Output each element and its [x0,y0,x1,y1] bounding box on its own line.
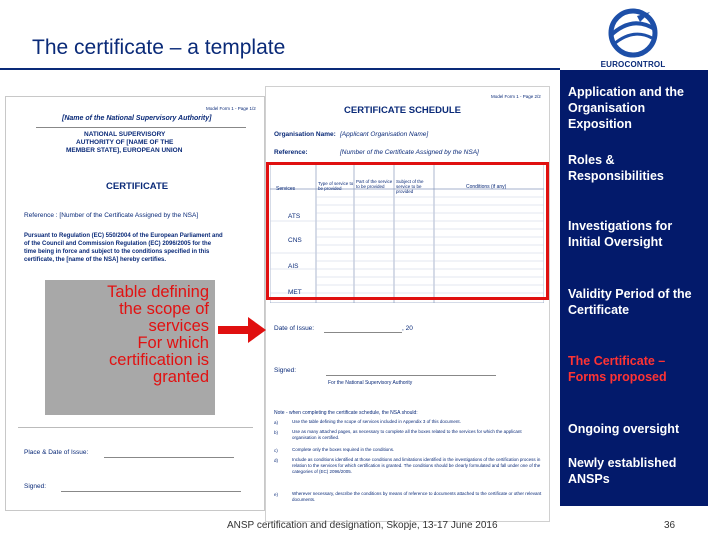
divider [36,127,246,128]
sidebar-item-new-ansps: Newly established ANSPs [568,456,677,486]
column-header: Conditions (if any) [466,184,507,190]
pursuant-text: of the Council and Commission Regulation (EC) 2096/2005 for the [24,241,212,247]
reference-value: [Number of the Certificate Assigned by the NSA] [340,149,479,156]
note-item-text: Complete only the boxes required in the conditions. [292,447,395,452]
service-row-label: CNS [288,237,302,244]
note-item-letter: e) [274,492,279,497]
scope-callout [45,280,215,415]
place-date-line [104,457,234,458]
callout-line: For which [137,334,209,352]
certificate-reference: Reference : [Number of the Certificate Assigned by the NSA] [24,212,199,219]
sidebar-item-ongoing-oversight: Ongoing oversight [568,422,680,436]
pursuant-text: time being in force and subject to the conditions specified in this [24,249,210,255]
topics-sidebar [560,70,708,506]
column-header: Part of the service to be provided [356,179,393,189]
schedule-signed-label: Signed: [274,367,297,374]
certificate-nsa-name: [Name of the National Supervisory Authority] [62,115,212,122]
schedule-heading: CERTIFICATE SCHEDULE [344,105,461,116]
note-item-text: Wherever necessary, describe the conditions by means of reference to documents attached to the certificate or other relevant documents. [292,491,542,502]
callout-line: services [148,317,209,335]
service-row-label: AIS [288,263,299,270]
callout-line: the scope of [119,300,209,318]
note-item-letter: b) [274,430,279,435]
column-header: Services [276,186,296,192]
column-header: Subject of the service to be provided [396,179,424,194]
signature-line [61,491,241,492]
sidebar-item-investigations: Investigations for Initial Oversight [568,219,673,249]
certificate-schedule [265,86,550,522]
authority-line: NATIONAL SUPERVISORY [84,131,166,138]
date-of-issue-label: Date of Issue: [274,325,315,332]
org-name-label: Organisation Name: [274,131,336,138]
schedule-page-ref: Model Form 1 - Page 2/2 [491,94,541,99]
service-row-label: MET [288,289,302,296]
arrow-icon [218,315,268,345]
signed-label: Signed: [24,483,47,490]
schedule-note: Note - when completing the certificate schedule, the NSA should: [274,410,418,416]
note-item-letter: c) [274,448,278,453]
org-name-value: [Applicant Organisation Name] [340,131,429,138]
certificate-heading: CERTIFICATE [106,181,169,192]
sidebar-item-roles: Roles & Responsibilities [568,153,664,183]
table-highlight-box [266,162,549,300]
reference-label: Reference: [274,149,308,156]
note-item-letter: a) [274,420,279,425]
sidebar-item-validity: Validity Period of the Certificate [568,287,692,317]
logo-text: EUROCONTROL [600,60,666,69]
note-item-text: Use as many attached pages, as necessary to complete all the boxes related to the services for which the applicant organisation is certified. [292,429,522,440]
eurocontrol-logo-icon [604,8,662,60]
title-underline [0,68,560,70]
certificate-page-ref: Model Form 1 - Page 1/2 [206,106,256,111]
divider [18,427,253,428]
eurocontrol-logo [588,8,678,74]
page-number: 36 [664,520,676,531]
place-date-label: Place & Date of Issue: [24,449,89,456]
date-suffix: , 20 [402,325,413,332]
slide-footer: ANSP certification and designation, Skopje, 13-17 June 2016 [227,520,498,531]
sidebar-item-certificate-forms: The Certificate – Forms proposed [568,354,667,384]
note-item-text: Use the table defining the scope of services included in Appendix 3 of this document. [292,419,461,424]
pursuant-text: certificate, the [name of the NSA] hereby certifies. [24,257,167,263]
callout-line: granted [153,368,209,386]
pursuant-text: Pursuant to Regulation (EC) 550/2004 of the European Parliament and [24,233,223,239]
note-item-text: Include as conditions identified at those conditions and limitations identified in the investigations of the certification process in relation to the services for which certification is granted. The conditions should be clearly formulated and fall under one of the categories of (EC) 2096/2005. [292,457,541,474]
date-line [324,332,402,333]
callout-line: Table defining [107,283,209,301]
authority-line: AUTHORITY OF [NAME OF THE [76,139,174,146]
callout-line: certification is [109,351,209,369]
note-item-letter: d) [274,458,279,463]
signature-line [326,375,496,376]
authority-line: MEMBER STATE], EUROPEAN UNION [66,147,183,154]
service-row-label: ATS [288,213,301,220]
slide-title: The certificate – a template [32,36,286,59]
sidebar-item-application: Application and the Organisation Exposition [568,85,684,131]
signed-for: For the National Supervisory Authority [328,380,413,386]
column-header: Type of service to be provided [318,181,354,191]
